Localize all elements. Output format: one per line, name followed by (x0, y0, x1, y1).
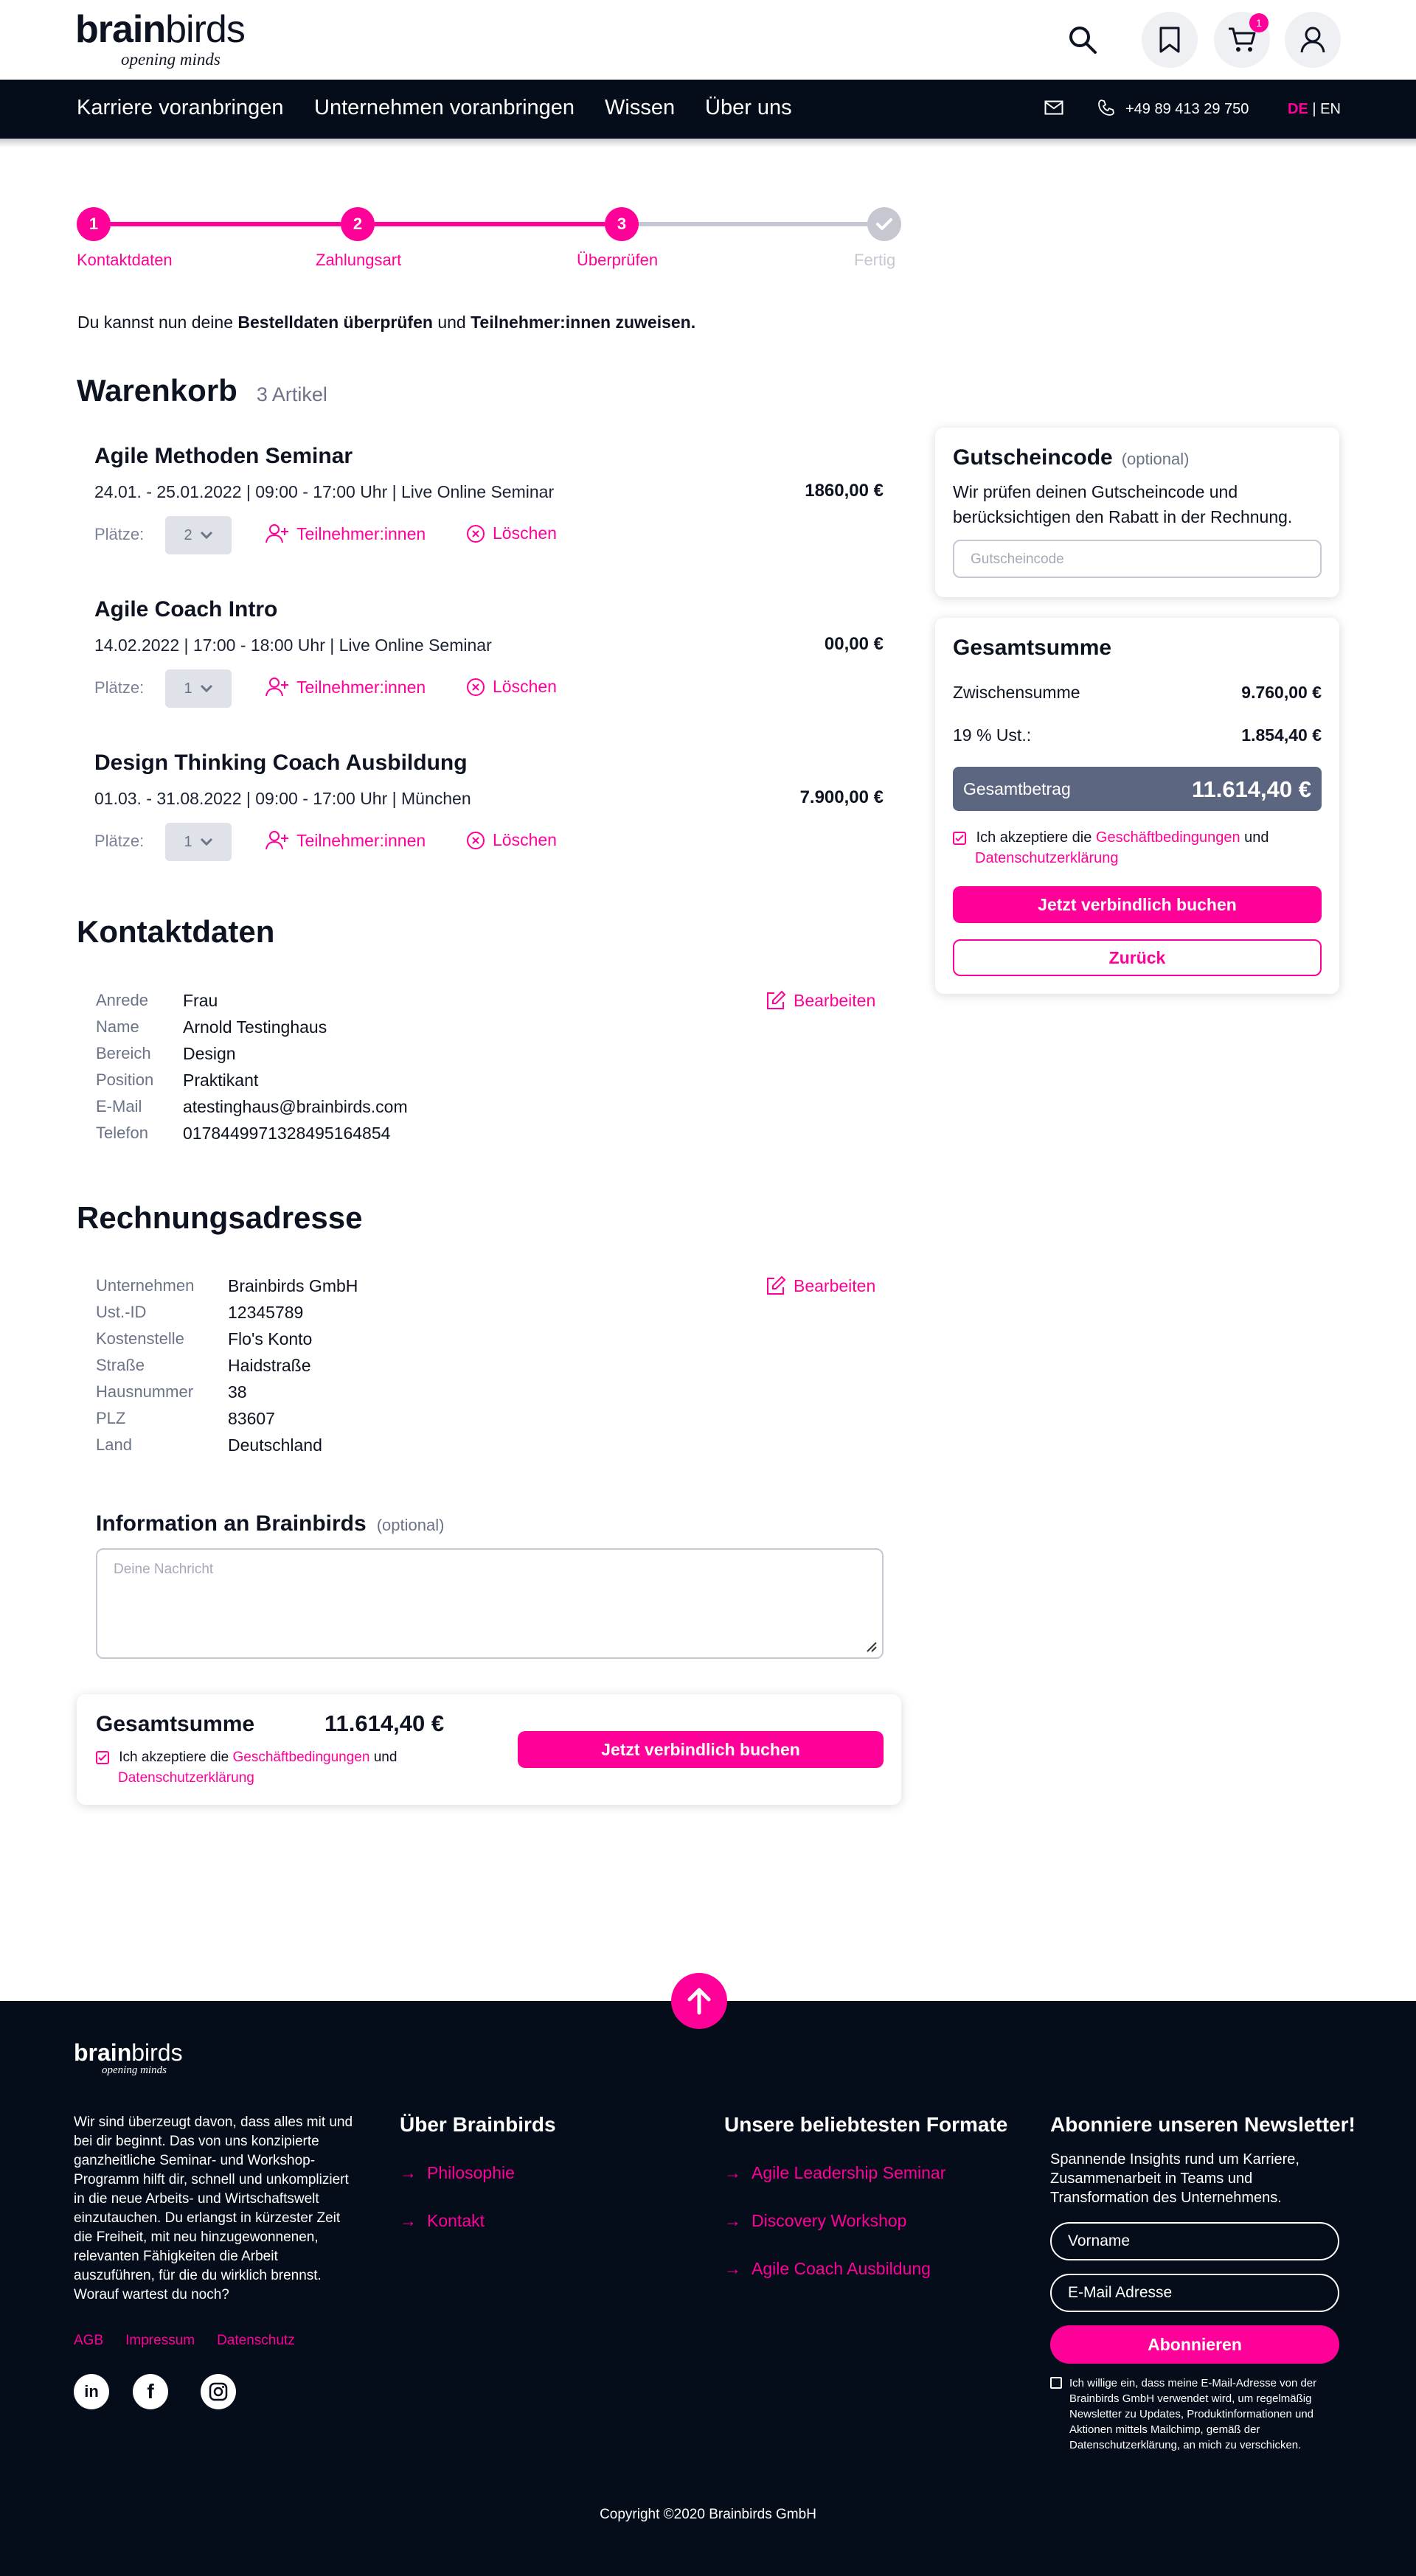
bottom-terms: Ich akzeptiere die Geschäftbedingungen und Datenschutzerklärung (96, 1747, 479, 1789)
chevron-down-icon (200, 684, 213, 693)
places-select[interactable]: 2 (165, 516, 232, 554)
total-bar (953, 767, 1322, 811)
newsletter-firstname-input[interactable]: Vorname (1050, 2222, 1339, 2260)
contact-edit-button[interactable]: Bearbeiten (766, 990, 875, 1011)
info-header (96, 1511, 444, 1536)
tax-value: 1.854,40 € (1241, 725, 1322, 745)
footer-link-agile-leadership[interactable]: → Agile Leadership Seminar (724, 2163, 946, 2182)
phone-icon (1097, 99, 1115, 120)
top-header (0, 0, 1416, 80)
cart-item-meta: 24.01. - 25.01.2022 | 09:00 - 17:00 Uhr | Live Online Seminar (94, 482, 555, 501)
copyright: Copyright ©2020 Brainbirds GmbH (600, 2507, 816, 2522)
terms-link[interactable]: Geschäftbedingungen (1095, 829, 1240, 846)
places-label: Plätze: (94, 525, 145, 543)
billing-title: Rechnungsadresse (77, 1200, 363, 1235)
user-icon[interactable] (1285, 12, 1341, 68)
places-select[interactable]: 1 (165, 823, 232, 861)
voucher-title: Gutscheincode (953, 445, 1113, 470)
book-now-button[interactable]: Jetzt verbindlich buchen (953, 886, 1322, 923)
message-placeholder: Deine Nachricht (114, 1562, 214, 1577)
billing-key: PLZ (96, 1409, 126, 1427)
step-connector (111, 222, 341, 226)
cart-header (77, 373, 327, 408)
intro-text: Du kannst nun deine Bestelldaten überprüfen und Teilnehmer:innen zuweisen. (77, 313, 696, 332)
voucher-optional: (optional) (1121, 450, 1190, 468)
arrow-right-icon: → (724, 2259, 741, 2278)
search-icon[interactable] (1055, 12, 1111, 68)
participants-button[interactable]: Teilnehmer:innen (266, 677, 426, 697)
summary-terms: Ich akzeptiere die Geschäftbedingungen und Datenschutzerklärung (953, 827, 1322, 868)
legal-link-impressum[interactable]: Impressum (125, 2333, 195, 2348)
subscribe-button[interactable]: Abonnieren (1050, 2325, 1339, 2364)
billing-value: 83607 (228, 1409, 275, 1428)
close-circle-icon (466, 831, 485, 850)
scroll-to-top-button[interactable] (671, 1973, 727, 2029)
delete-button[interactable]: Löschen (466, 523, 557, 543)
privacy-link[interactable]: Datenschutzerklärung (118, 1770, 254, 1786)
cart-item (94, 597, 884, 723)
total-value: 11.614,40 € (1191, 776, 1311, 802)
cart-item (94, 444, 884, 569)
contact-key: Bereich (96, 1044, 151, 1062)
cart-item-title[interactable]: Agile Methoden Seminar (94, 444, 353, 468)
cart-item-meta: 14.02.2022 | 17:00 - 18:00 Uhr | Live Online Seminar (94, 636, 492, 655)
step-connector (375, 222, 605, 226)
lang-de[interactable]: DE (1288, 101, 1308, 117)
step-4-label: Fertig (854, 251, 896, 269)
footer-logo[interactable]: brainbirds opening minds (74, 2039, 183, 2076)
contact-value: Praktikant (183, 1071, 259, 1090)
arrow-up-icon (686, 1986, 712, 2016)
cart-item-price: 7.900,00 € (799, 787, 884, 807)
info-title: Information an Brainbirds (96, 1511, 367, 1536)
cart-count: 3 Artikel (256, 383, 327, 405)
bottom-total-card (77, 1694, 901, 1805)
add-user-icon (266, 677, 289, 697)
footer-formats-title: Unsere beliebtesten Formate (724, 2113, 1008, 2136)
contact-value: Frau (183, 991, 218, 1010)
contact-key: Position (96, 1071, 154, 1089)
legal-link-datenschutz[interactable]: Datenschutz (217, 2333, 295, 2348)
logo[interactable]: brainbirds opening minds (75, 8, 245, 69)
billing-key: Hausnummer (96, 1382, 194, 1401)
arrow-right-icon: → (400, 2211, 417, 2230)
footer-about: Wir sind überzeugt davon, dass alles mit und bei dir beginnt. Das von uns konzipierte ganzheitliche Seminar- und Workshop-Programm hilft dir, schnell und unkompliziert in die neue Arbeits- und Wirtschaftswelt einzutauchen. Du erlangst in kürzester Zeit die Freiheit, mit neu hinzugewonnenen, relevanten Fähigkeiten die Arbeit auszuführen, für die du wirklich brennst. Worauf wartest du noch? (74, 2114, 353, 2302)
instagram-icon[interactable] (201, 2374, 236, 2409)
billing-value: Brainbirds GmbH (228, 1276, 358, 1295)
contact-value: 0178449971328495164854 (183, 1124, 391, 1143)
language-switch: DE | EN (1288, 101, 1341, 117)
contact-title: Kontaktdaten (77, 914, 275, 949)
privacy-link[interactable]: Datenschutzerklärung (975, 850, 1119, 866)
delete-button[interactable]: Löschen (466, 677, 557, 697)
legal-link-agb[interactable]: AGB (74, 2333, 104, 2348)
facebook-icon[interactable]: f (133, 2374, 168, 2409)
mail-icon[interactable] (1044, 100, 1063, 119)
newsletter-consent-checkbox[interactable] (1050, 2377, 1062, 2389)
newsletter-consent-text: Ich willige ein, dass meine E-Mail-Adresse von der Brainbirds GmbH verwendet wird, um regelmäßig Newsletter zu Updates, Produktinformationen und Aktionen mittels Mailchimp, gemäß der Datenschutzerklärung, an mich zu verschicken. (1069, 2377, 1317, 2451)
nav-item-unternehmen[interactable]: Unternehmen voranbringen (314, 96, 575, 119)
billing-key: Straße (96, 1356, 145, 1374)
nav-item-karriere[interactable]: Karriere voranbringen (77, 96, 284, 119)
bookmark-icon[interactable] (1142, 12, 1198, 68)
cart-item-price: 00,00 € (824, 634, 884, 654)
step-1-dot[interactable]: 1 (77, 207, 111, 241)
subtotal-label: Zwischensumme (953, 683, 1080, 702)
bottom-total-amount: 11.614,40 € (324, 1710, 445, 1736)
participants-button[interactable]: Teilnehmer:innen (266, 523, 426, 544)
contact-value: Arnold Testinghaus (183, 1017, 327, 1037)
contact-details (96, 991, 408, 1150)
billing-value: 12345789 (228, 1303, 304, 1322)
billing-key: Kostenstelle (96, 1329, 184, 1348)
billing-value: 38 (228, 1382, 247, 1402)
arrow-right-icon: → (400, 2163, 417, 2182)
add-user-icon (266, 523, 289, 544)
billing-key: Unternehmen (96, 1276, 195, 1295)
summary-title: Gesamtsumme (953, 636, 1112, 660)
logo-tagline: opening minds (121, 50, 221, 69)
footer-legal-links (74, 2333, 295, 2349)
billing-edit-button[interactable]: Bearbeiten (766, 1275, 875, 1296)
billing-value: Deutschland (228, 1435, 322, 1455)
close-circle-icon (466, 524, 485, 543)
cart-item-price: 1860,00 € (805, 481, 884, 501)
arrow-right-icon: → (724, 2163, 741, 2182)
voucher-input[interactable]: Gutscheincode (953, 540, 1322, 578)
step-2-label[interactable]: Zahlungsart (316, 251, 402, 269)
chevron-down-icon (200, 531, 213, 540)
step-2-dot[interactable]: 2 (341, 207, 375, 241)
cart-item-title[interactable]: Design Thinking Coach Ausbildung (94, 751, 468, 775)
tax-label: 19 % Ust.: (953, 725, 1032, 745)
newsletter-email-input[interactable]: E-Mail Adresse (1050, 2274, 1339, 2312)
edit-icon (766, 990, 786, 1011)
step-3-dot[interactable]: 3 (605, 207, 639, 241)
arrow-right-icon: → (724, 2211, 741, 2230)
lang-en[interactable]: EN (1320, 101, 1341, 117)
book-now-button[interactable]: Jetzt verbindlich buchen (518, 1731, 884, 1768)
newsletter-title: Abonniere unseren Newsletter! (1050, 2113, 1356, 2136)
voucher-card (935, 428, 1339, 597)
step-4-dot (867, 207, 901, 241)
step-connector (639, 222, 869, 226)
billing-value: Flo's Konto (228, 1329, 313, 1348)
contact-value: Design (183, 1044, 236, 1063)
terms-link[interactable]: Geschäftbedingungen (232, 1750, 370, 1765)
places-select[interactable]: 1 (165, 669, 232, 708)
participants-button[interactable]: Teilnehmer:innen (266, 830, 426, 851)
add-user-icon (266, 830, 289, 851)
delete-button[interactable]: Löschen (466, 830, 557, 850)
edit-icon (766, 1275, 786, 1296)
main-nav (0, 80, 1416, 139)
footer-link-philosophie[interactable]: → Philosophie (400, 2163, 515, 2182)
contact-key: Anrede (96, 991, 148, 1009)
step-3-label[interactable]: Überprüfen (577, 251, 659, 269)
contact-key: Name (96, 1017, 139, 1036)
terms-checkbox[interactable] (96, 1751, 109, 1764)
summary-card (935, 618, 1339, 994)
contact-key: Telefon (96, 1124, 148, 1142)
subtotal-value: 9.760,00 € (1241, 683, 1322, 702)
total-label: Gesamtbetrag (963, 779, 1071, 798)
voucher-text: Wir prüfen deinen Gutscheincode und berücksichtigen den Rabatt in der Rechnung. (953, 482, 1293, 526)
footer-logo-tagline: opening minds (102, 2064, 167, 2076)
contact-value: atestinghaus@brainbirds.com (183, 1097, 408, 1116)
phone-number[interactable]: +49 89 413 29 750 (1125, 101, 1249, 117)
contact-key: E-Mail (96, 1097, 142, 1115)
footer-link-kontakt[interactable]: → Kontakt (400, 2211, 485, 2230)
nav-item-ueber-uns[interactable]: Über uns (705, 96, 792, 119)
footer (0, 2001, 1416, 2576)
cart-item-title[interactable]: Agile Coach Intro (94, 597, 278, 622)
check-icon (875, 217, 893, 232)
nav-item-wissen[interactable]: Wissen (605, 96, 676, 119)
cart-badge: 1 (1249, 13, 1268, 32)
footer-link-agile-coach[interactable]: → Agile Coach Ausbildung (724, 2259, 931, 2278)
message-textarea[interactable] (96, 1548, 884, 1659)
bottom-total-title: Gesamtsumme (96, 1712, 255, 1736)
linkedin-icon[interactable]: in (74, 2374, 109, 2409)
billing-key: Land (96, 1435, 132, 1454)
close-circle-icon (466, 678, 485, 697)
footer-link-discovery[interactable]: → Discovery Workshop (724, 2211, 907, 2230)
places-label: Plätze: (94, 678, 145, 697)
billing-details (96, 1276, 358, 1462)
chevron-down-icon (200, 838, 213, 846)
footer-about-title: Über Brainbirds (400, 2113, 556, 2136)
info-optional: (optional) (376, 1516, 445, 1534)
billing-key: Ust.-ID (96, 1303, 147, 1321)
terms-checkbox[interactable] (953, 832, 966, 845)
nav-shadow (0, 139, 1416, 147)
cart-item (94, 751, 884, 876)
back-button[interactable]: Zurück (953, 939, 1322, 976)
step-1-label[interactable]: Kontaktdaten (77, 251, 173, 269)
newsletter-text: Spannende Insights rund um Karriere, Zusammenarbeit in Teams und Transformation des Unternehmens. (1050, 2151, 1299, 2206)
places-label: Plätze: (94, 832, 145, 850)
cart-item-meta: 01.03. - 31.08.2022 | 09:00 - 17:00 Uhr | München (94, 789, 471, 808)
cart-title: Warenkorb (77, 373, 237, 408)
billing-value: Haidstraße (228, 1356, 311, 1375)
resize-handle-icon[interactable] (863, 1638, 878, 1653)
